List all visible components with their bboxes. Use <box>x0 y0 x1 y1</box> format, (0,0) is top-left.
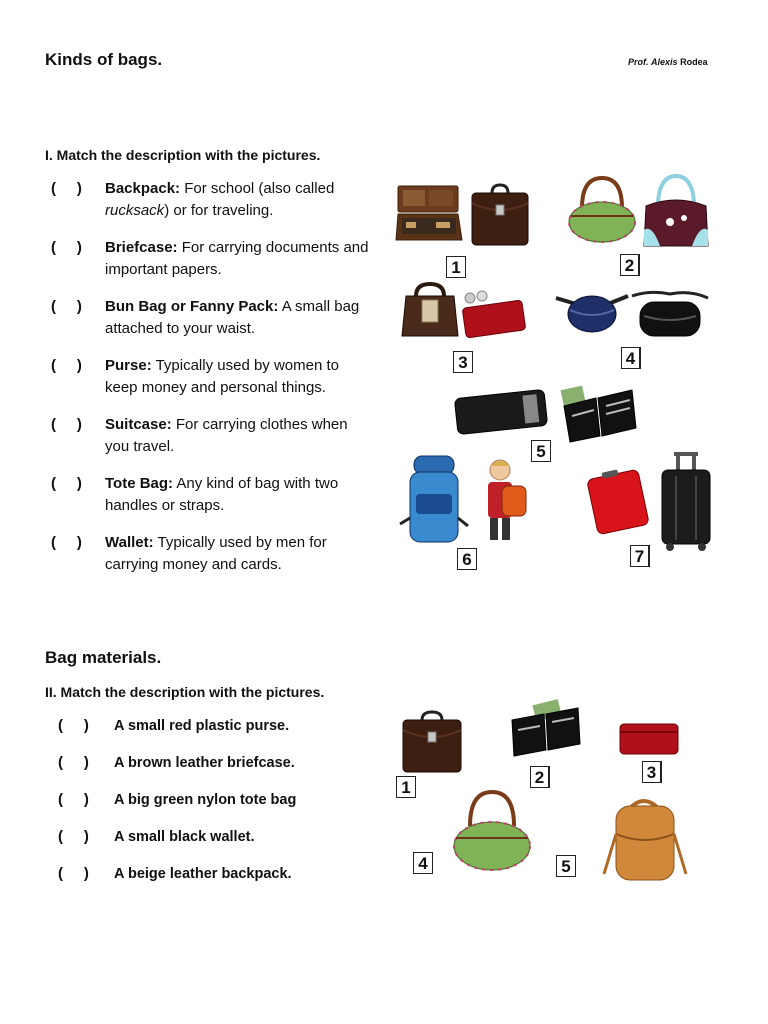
section2-heading: Bag materials. <box>45 648 162 667</box>
answer-blank-5[interactable]: ( ) <box>51 416 82 433</box>
description-wallet <box>105 532 370 576</box>
material-picture-number-3: 3 <box>642 761 662 783</box>
section2-instruction: II. Match the description with the pictures. <box>45 684 325 700</box>
desc-text: Typically used by women to keep money and personal things. <box>105 357 340 396</box>
desc-text: For carrying clothes when you travel. <box>105 416 348 455</box>
answer-blank-2[interactable]: ( ) <box>51 239 82 256</box>
author-first: Alexis <box>651 57 678 67</box>
purple-purse-picture <box>640 172 712 250</box>
answer-blank-6[interactable]: ( ) <box>51 475 82 492</box>
desc-text: ) or for traveling. <box>164 202 274 219</box>
brown-briefcase-picture <box>470 183 530 247</box>
desc-italic: rucksack <box>105 202 165 219</box>
picture-number-5: 5 <box>531 440 551 462</box>
answer-blank-ii-2[interactable]: ( ) <box>58 754 89 771</box>
material-picture-number-4: 4 <box>413 852 433 874</box>
answer-blank-7[interactable]: ( ) <box>51 534 82 551</box>
material-picture-number-5: 5 <box>556 855 576 877</box>
answer-blank-ii-3[interactable]: ( ) <box>58 791 89 808</box>
material-green-tote-picture <box>452 790 532 874</box>
term-suitcase: Suitcase: <box>105 416 172 433</box>
answer-blank-ii-5[interactable]: ( ) <box>58 865 89 882</box>
hiking-backpack-picture <box>398 454 470 546</box>
answer-blank-ii-1[interactable]: ( ) <box>58 717 89 734</box>
open-black-wallet-picture <box>560 386 638 444</box>
brown-handbag-picture <box>400 282 460 338</box>
blue-fanny-pack-picture <box>556 290 628 338</box>
material-description-1: A small red plastic purse. <box>114 718 290 734</box>
desc-text: For school (also called <box>180 180 335 197</box>
term-backpack: Backpack: <box>105 180 181 197</box>
answer-blank-4[interactable]: ( ) <box>51 357 82 374</box>
picture-number-2: 2 <box>620 254 640 276</box>
material-briefcase-picture <box>400 710 464 774</box>
material-beige-backpack-picture <box>594 794 696 886</box>
red-wallet-picture <box>460 290 526 338</box>
child-with-backpack-picture <box>478 458 530 544</box>
description-tote-bag <box>105 473 370 517</box>
black-fanny-pack-picture <box>630 286 710 342</box>
author-last: Rodea <box>680 57 708 67</box>
desc-text: Typically used by men for carrying money and cards. <box>105 534 327 573</box>
material-description-2: A brown leather briefcase. <box>114 755 295 771</box>
desc-text: A small bag attached to your waist. <box>105 298 360 337</box>
material-description-3: A big green nylon tote bag <box>114 792 297 808</box>
term-purse: Purse: <box>105 357 152 374</box>
picture-number-3: 3 <box>453 351 473 373</box>
term-wallet: Wallet: <box>105 534 154 551</box>
material-picture-number-2: 2 <box>530 766 550 788</box>
description-briefcase <box>105 237 370 281</box>
term-briefcase: Briefcase: <box>105 239 178 256</box>
author-name <box>628 57 708 67</box>
desc-text: Any kind of bag with two handles or straps. <box>105 475 339 514</box>
desc-text: For carrying documents and important papers. <box>105 239 369 278</box>
black-rolling-suitcase-picture <box>658 450 714 552</box>
description-purse <box>105 355 370 399</box>
green-tote-bag-picture <box>567 176 637 246</box>
material-wallet-picture <box>510 702 582 758</box>
material-red-purse-picture <box>618 720 680 758</box>
description-backpack <box>105 178 370 222</box>
material-description-5: A beige leather backpack. <box>114 866 292 882</box>
section1-instruction: I. Match the description with the pictures. <box>45 147 321 163</box>
description-suitcase <box>105 414 370 458</box>
picture-number-7: 7 <box>630 545 650 567</box>
author-prefix: Prof. <box>628 57 649 67</box>
picture-number-1: 1 <box>446 256 466 278</box>
answer-blank-ii-4[interactable]: ( ) <box>58 828 89 845</box>
term-fanny-pack: Bun Bag or Fanny Pack: <box>105 298 279 315</box>
black-long-wallet-picture <box>452 386 550 438</box>
page-title: Kinds of bags. <box>45 50 163 69</box>
red-suitcase-picture <box>588 468 652 534</box>
picture-number-6: 6 <box>457 548 477 570</box>
term-tote-bag: Tote Bag: <box>105 475 174 492</box>
description-fanny-pack <box>105 296 370 340</box>
open-briefcase-picture <box>396 184 462 246</box>
material-picture-number-1: 1 <box>396 776 416 798</box>
answer-blank-1[interactable]: ( ) <box>51 180 82 197</box>
picture-number-4: 4 <box>621 347 641 369</box>
material-description-4: A small black wallet. <box>114 829 255 845</box>
answer-blank-3[interactable]: ( ) <box>51 298 82 315</box>
